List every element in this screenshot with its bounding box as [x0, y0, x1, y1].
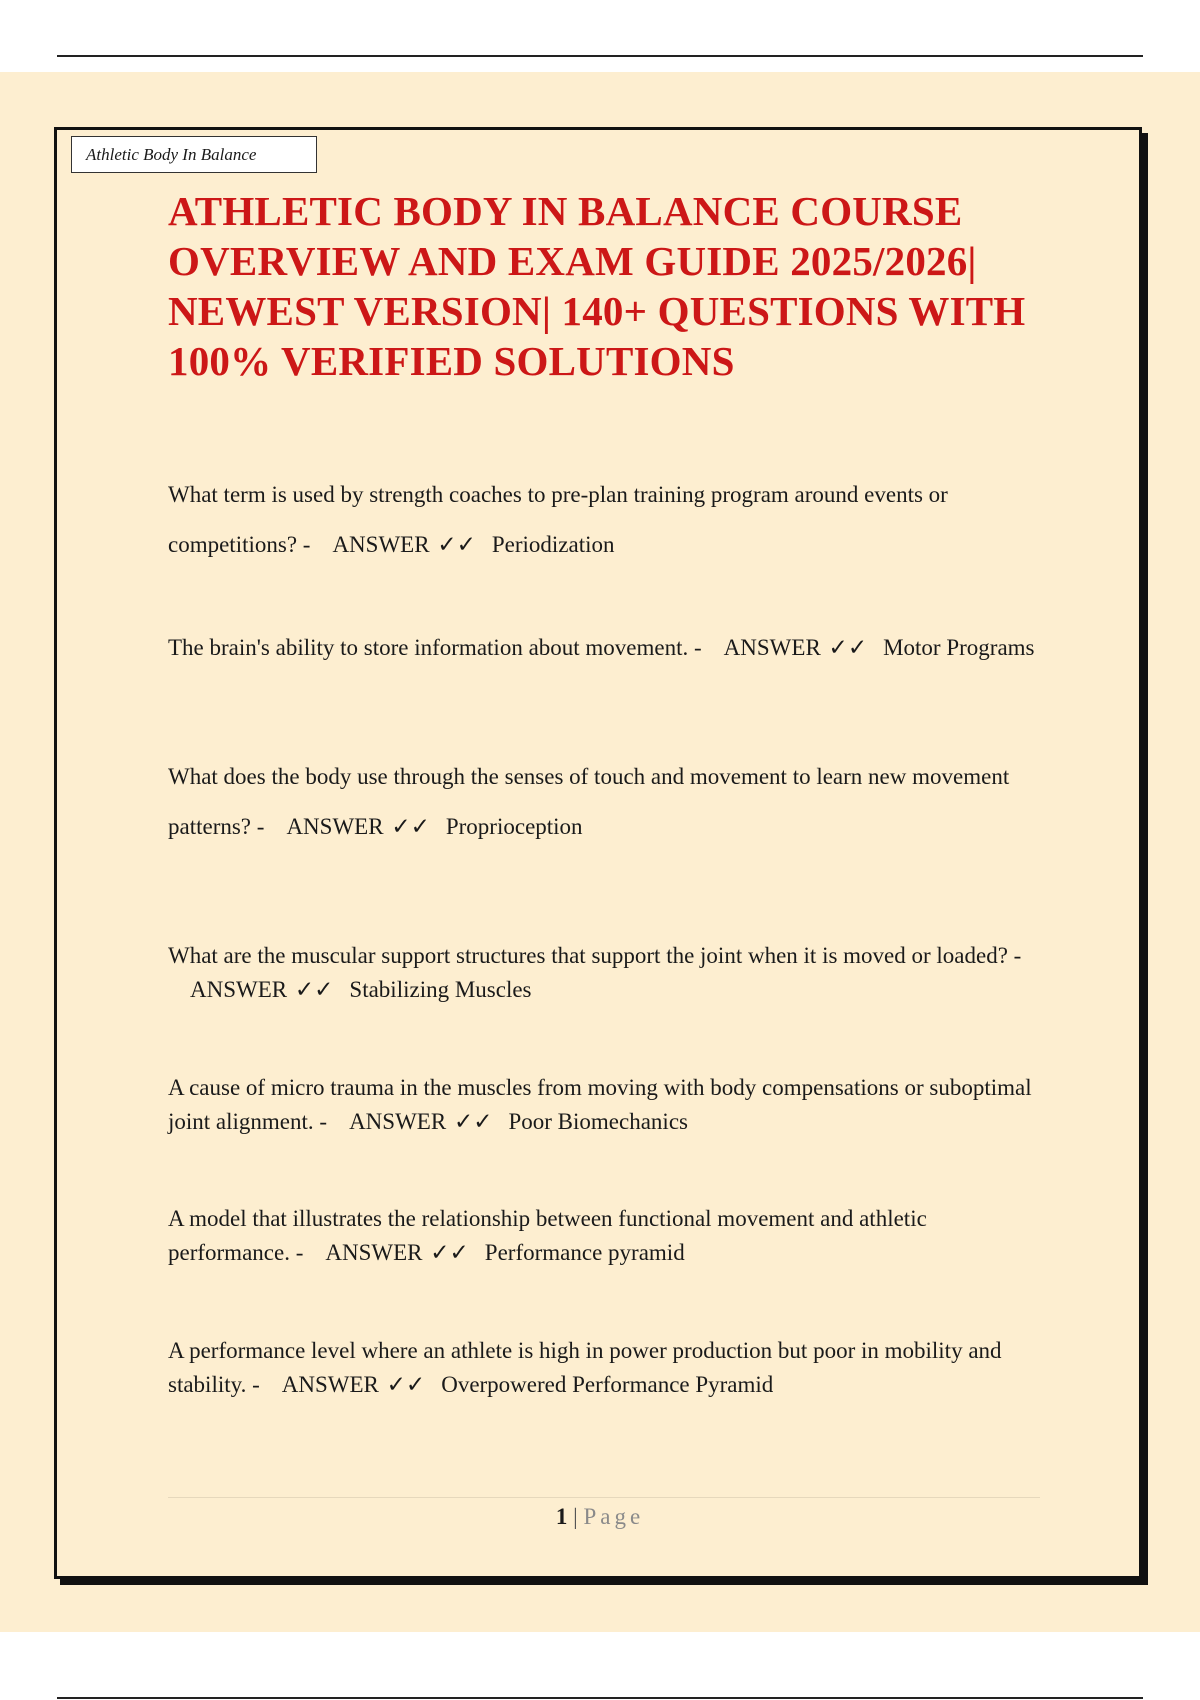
qa-item: [168, 760, 1048, 844]
question-text: What are the muscular support structures that support the joint when it is moved or loaded? -: [168, 943, 1022, 968]
answer-label: ANSWER: [286, 814, 384, 839]
answer-text: Proprioception: [445, 814, 583, 839]
page-footer: [0, 1500, 1200, 1534]
qa-item: [168, 1202, 1048, 1270]
question-text: A performance level where an athlete is high in power production but poor in mobility and stability. -: [168, 1338, 1002, 1397]
qa-item: [168, 1334, 1048, 1402]
qa-item: [168, 1071, 1048, 1139]
answer-label: ANSWER: [190, 977, 288, 1002]
qa-item: [168, 478, 1048, 562]
question-text: A cause of micro trauma in the muscles from moving with body compensations or suboptimal joint alignment. -: [168, 1075, 1032, 1134]
check-icon: ✓✓: [453, 1109, 493, 1134]
check-icon: ✓✓: [294, 977, 334, 1002]
page-number: 1: [555, 1504, 568, 1529]
question-text: What term is used by strength coaches to pre-plan training program around events or: [168, 482, 948, 507]
check-icon: ✓✓: [430, 1240, 469, 1265]
answer-label: ANSWER: [325, 1240, 423, 1265]
question-text: competitions? -: [168, 532, 311, 557]
answer-label: ANSWER: [332, 532, 430, 557]
question-text: patterns? -: [168, 814, 265, 839]
qa-item: [168, 939, 1048, 1007]
page-separator: |: [573, 1504, 578, 1529]
answer-label: ANSWER: [723, 635, 821, 660]
document-title: ATHLETIC BODY IN BALANCE COURSE OVERVIEW AND EXAM GUIDE 2025/2026| NEWEST VERSION| 140+ QUESTIONS WITH 100% VERIFIED SOLUTIONS: [168, 188, 1026, 384]
check-icon: ✓✓: [828, 635, 868, 660]
answer-text: Poor Biomechanics: [508, 1109, 688, 1134]
header-tag: Athletic Body In Balance: [71, 136, 317, 173]
answer-text: Stabilizing Muscles: [349, 977, 532, 1002]
bottom-rule: [57, 1697, 1143, 1699]
answer-text: Performance pyramid: [484, 1240, 685, 1265]
question-text: What does the body use through the senses of touch and movement to learn new movement: [168, 764, 1010, 789]
answer-text: Motor Programs: [883, 635, 1035, 660]
question-text: A model that illustrates the relationship between functional movement and athletic performance. -: [168, 1206, 927, 1265]
answer-text: Periodization: [491, 532, 615, 557]
answer-label: ANSWER: [349, 1109, 447, 1134]
qa-item: [168, 631, 1048, 665]
page-label: Page: [583, 1504, 645, 1529]
top-rule: [57, 55, 1143, 57]
question-text: The brain's ability to store information about movement. -: [168, 635, 702, 660]
check-icon: ✓✓: [391, 814, 430, 839]
check-icon: ✓✓: [386, 1372, 426, 1397]
answer-text: Overpowered Performance Pyramid: [441, 1372, 774, 1397]
footer-divider: [168, 1497, 1040, 1498]
answer-label: ANSWER: [281, 1372, 379, 1397]
check-icon: ✓✓: [437, 532, 476, 557]
